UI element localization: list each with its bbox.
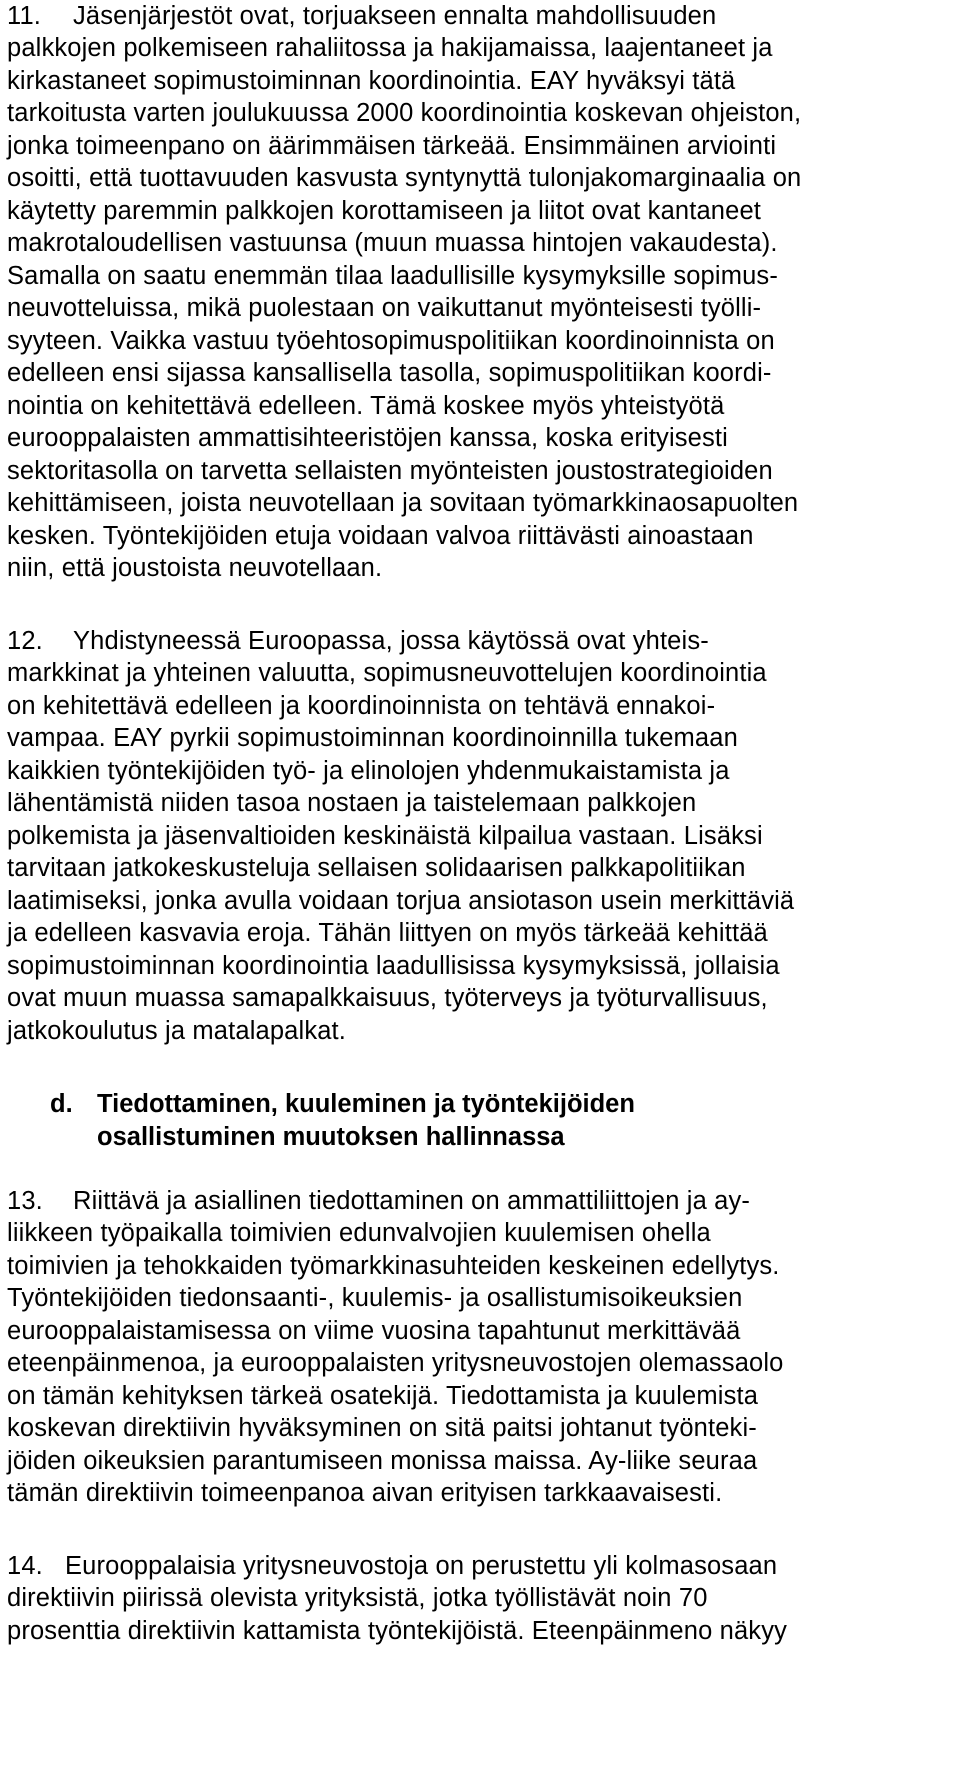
paragraph-line: on tämän kehityksen tärkeä osatekijä. Tiedottamista ja kuulemista [7,1382,759,1410]
paragraph-line: 12. Yhdistyneessä Euroopassa, jossa käytössä ovat yhteis- [7,624,709,658]
paragraph-line: eurooppalaisten ammattisihteeristöjen kanssa, koska erityisesti [7,424,728,452]
paragraph-line: syyteen. Vaikka vastuu työehtosopimuspolitiikan koordinoinnista on [7,327,775,355]
paragraph-line: 11. Jäsenjärjestöt ovat, torjuakseen ennalta mahdollisuuden [7,0,716,33]
paragraph-line: ja edelleen kasvavia eroja. Tähän liittyen on myös tärkeää kehittää [7,919,768,947]
paragraph-line: käytetty paremmin palkkojen korottamiseen ja liitot ovat kantaneet [7,197,762,225]
section-title-line-1: Tiedottaminen, kuuleminen ja työntekijöiden [97,1090,635,1118]
paragraph-line: koskevan direktiivin hyväksyminen on sitä paitsi johtanut työnteki- [7,1414,757,1442]
paragraph-line: ovat muun muassa samapalkkaisuus, työterveys ja työturvallisuus, [7,984,768,1012]
paragraph-line: osoitti, että tuottavuuden kasvusta syntynyttä tulonjakomarginaalia on [7,164,802,192]
paragraph-line: kehittämiseen, joista neuvotellaan ja sovitaan työmarkkinaosapuolten [7,489,799,517]
paragraph-line: jöiden oikeuksien parantumiseen monissa maissa. Ay-liike seuraa [7,1447,758,1475]
paragraph-line: kirkastaneet sopimustoiminnan koordinointia. EAY hyväksyi tätä [7,67,736,95]
paragraph-line: 13. Riittävä ja asiallinen tiedottaminen on ammattiliittojen ja ay- [7,1184,750,1218]
paragraph-line: direktiivin piirissä olevista yrityksistä, jotka työllistävät noin 70 [7,1584,708,1612]
paragraph-line: edelleen ensi sijassa kansallisella tasolla, sopimuspolitiikan koordi- [7,359,772,387]
paragraph-number: 13. [7,1187,43,1215]
paragraph-line: palkkojen polkemiseen rahaliitossa ja hakijamaissa, laajentaneet ja [7,34,773,62]
paragraph-line: niin, että joustoista neuvotellaan. [7,554,383,582]
paragraph-line: laatimiseksi, jonka avulla voidaan torjua ansiotason usein merkittäviä [7,887,795,915]
paragraph-number: 11. [7,2,42,30]
paragraph-line: jatkokoulutus ja matalapalkat. [7,1017,347,1045]
paragraph-line: vampaa. EAY pyrkii sopimustoiminnan koordinoinnilla tukemaan [7,724,738,752]
paragraph-line: kesken. Työntekijöiden etuja voidaan valvoa riittävästi ainoastaan [7,522,754,550]
paragraph-line: polkemista ja jäsenvaltioiden keskinäistä kilpailua vastaan. Lisäksi [7,822,763,850]
paragraph-line: sopimustoiminnan koordinointia laadullisissa kysymyksissä, jollaisia [7,952,780,980]
section-title-line-2: osallistuminen muutoksen hallinnassa [97,1123,565,1151]
paragraph-line: markkinat ja yhteinen valuutta, sopimusneuvottelujen koordinointia [7,659,767,687]
paragraph-line: tämän direktiivin toimeenpanoa aivan erityisen tarkkaavaisesti. [7,1479,723,1507]
paragraph-line: lähentämistä niiden tasoa nostaen ja taistelemaan palkkojen [7,789,697,817]
paragraph-line: Työntekijöiden tiedonsaanti-, kuulemis- ja osallistumisoikeuksien [7,1284,743,1312]
paragraph-line: eurooppalaistamisessa on viime vuosina tapahtunut merkittävää [7,1317,741,1345]
paragraph-line: prosenttia direktiivin kattamista työntekijöistä. Eteenpäinmeno näkyy [7,1617,787,1645]
paragraph-line: toimivien ja tehokkaiden työmarkkinasuhteiden keskeinen edellytys. [7,1252,780,1280]
paragraph-line: on kehitettävä edelleen ja koordinoinnista on tehtävä ennakoi- [7,692,716,720]
paragraph-line: 14. Eurooppalaisia yritysneuvostoja on perustettu yli kolmasosaan [7,1549,777,1583]
paragraph-line: tarkoitusta varten joulukuussa 2000 koordinointia koskevan ohjeiston, [7,99,802,127]
paragraph-line: eteenpäinmenoa, ja eurooppalaisten yritysneuvostojen olemassaolo [7,1349,784,1377]
paragraph-line: Samalla on saatu enemmän tilaa laadullisille kysymyksille sopimus- [7,262,778,290]
paragraph-line: jonka toimeenpano on äärimmäisen tärkeää. Ensimmäinen arviointi [7,132,777,160]
paragraph-line: nointia on kehitettävä edelleen. Tämä koskee myös yhteistyötä [7,392,725,420]
section-letter: d. [50,1090,73,1118]
paragraph-line: kaikkien työntekijöiden työ- ja elinolojen yhdenmukaistamista ja [7,757,730,785]
paragraph-line: tarvitaan jatkokeskusteluja sellaisen solidaarisen palkkapolitiikan [7,854,746,882]
paragraph-line: neuvotteluissa, mikä puolestaan on vaikuttanut myönteisesti työlli- [7,294,762,322]
paragraph-line: liikkeen työpaikalla toimivien edunvalvojien kuulemisen ohella [7,1219,711,1247]
paragraph-line: sektoritasolla on tarvetta sellaisten myönteisten joustostrategioiden [7,457,773,485]
paragraph-number: 12. [7,627,43,655]
paragraph-line: makrotaloudellisen vastuunsa (muun muassa hintojen vakaudesta). [7,229,778,257]
paragraph-number: 14. [7,1552,43,1580]
